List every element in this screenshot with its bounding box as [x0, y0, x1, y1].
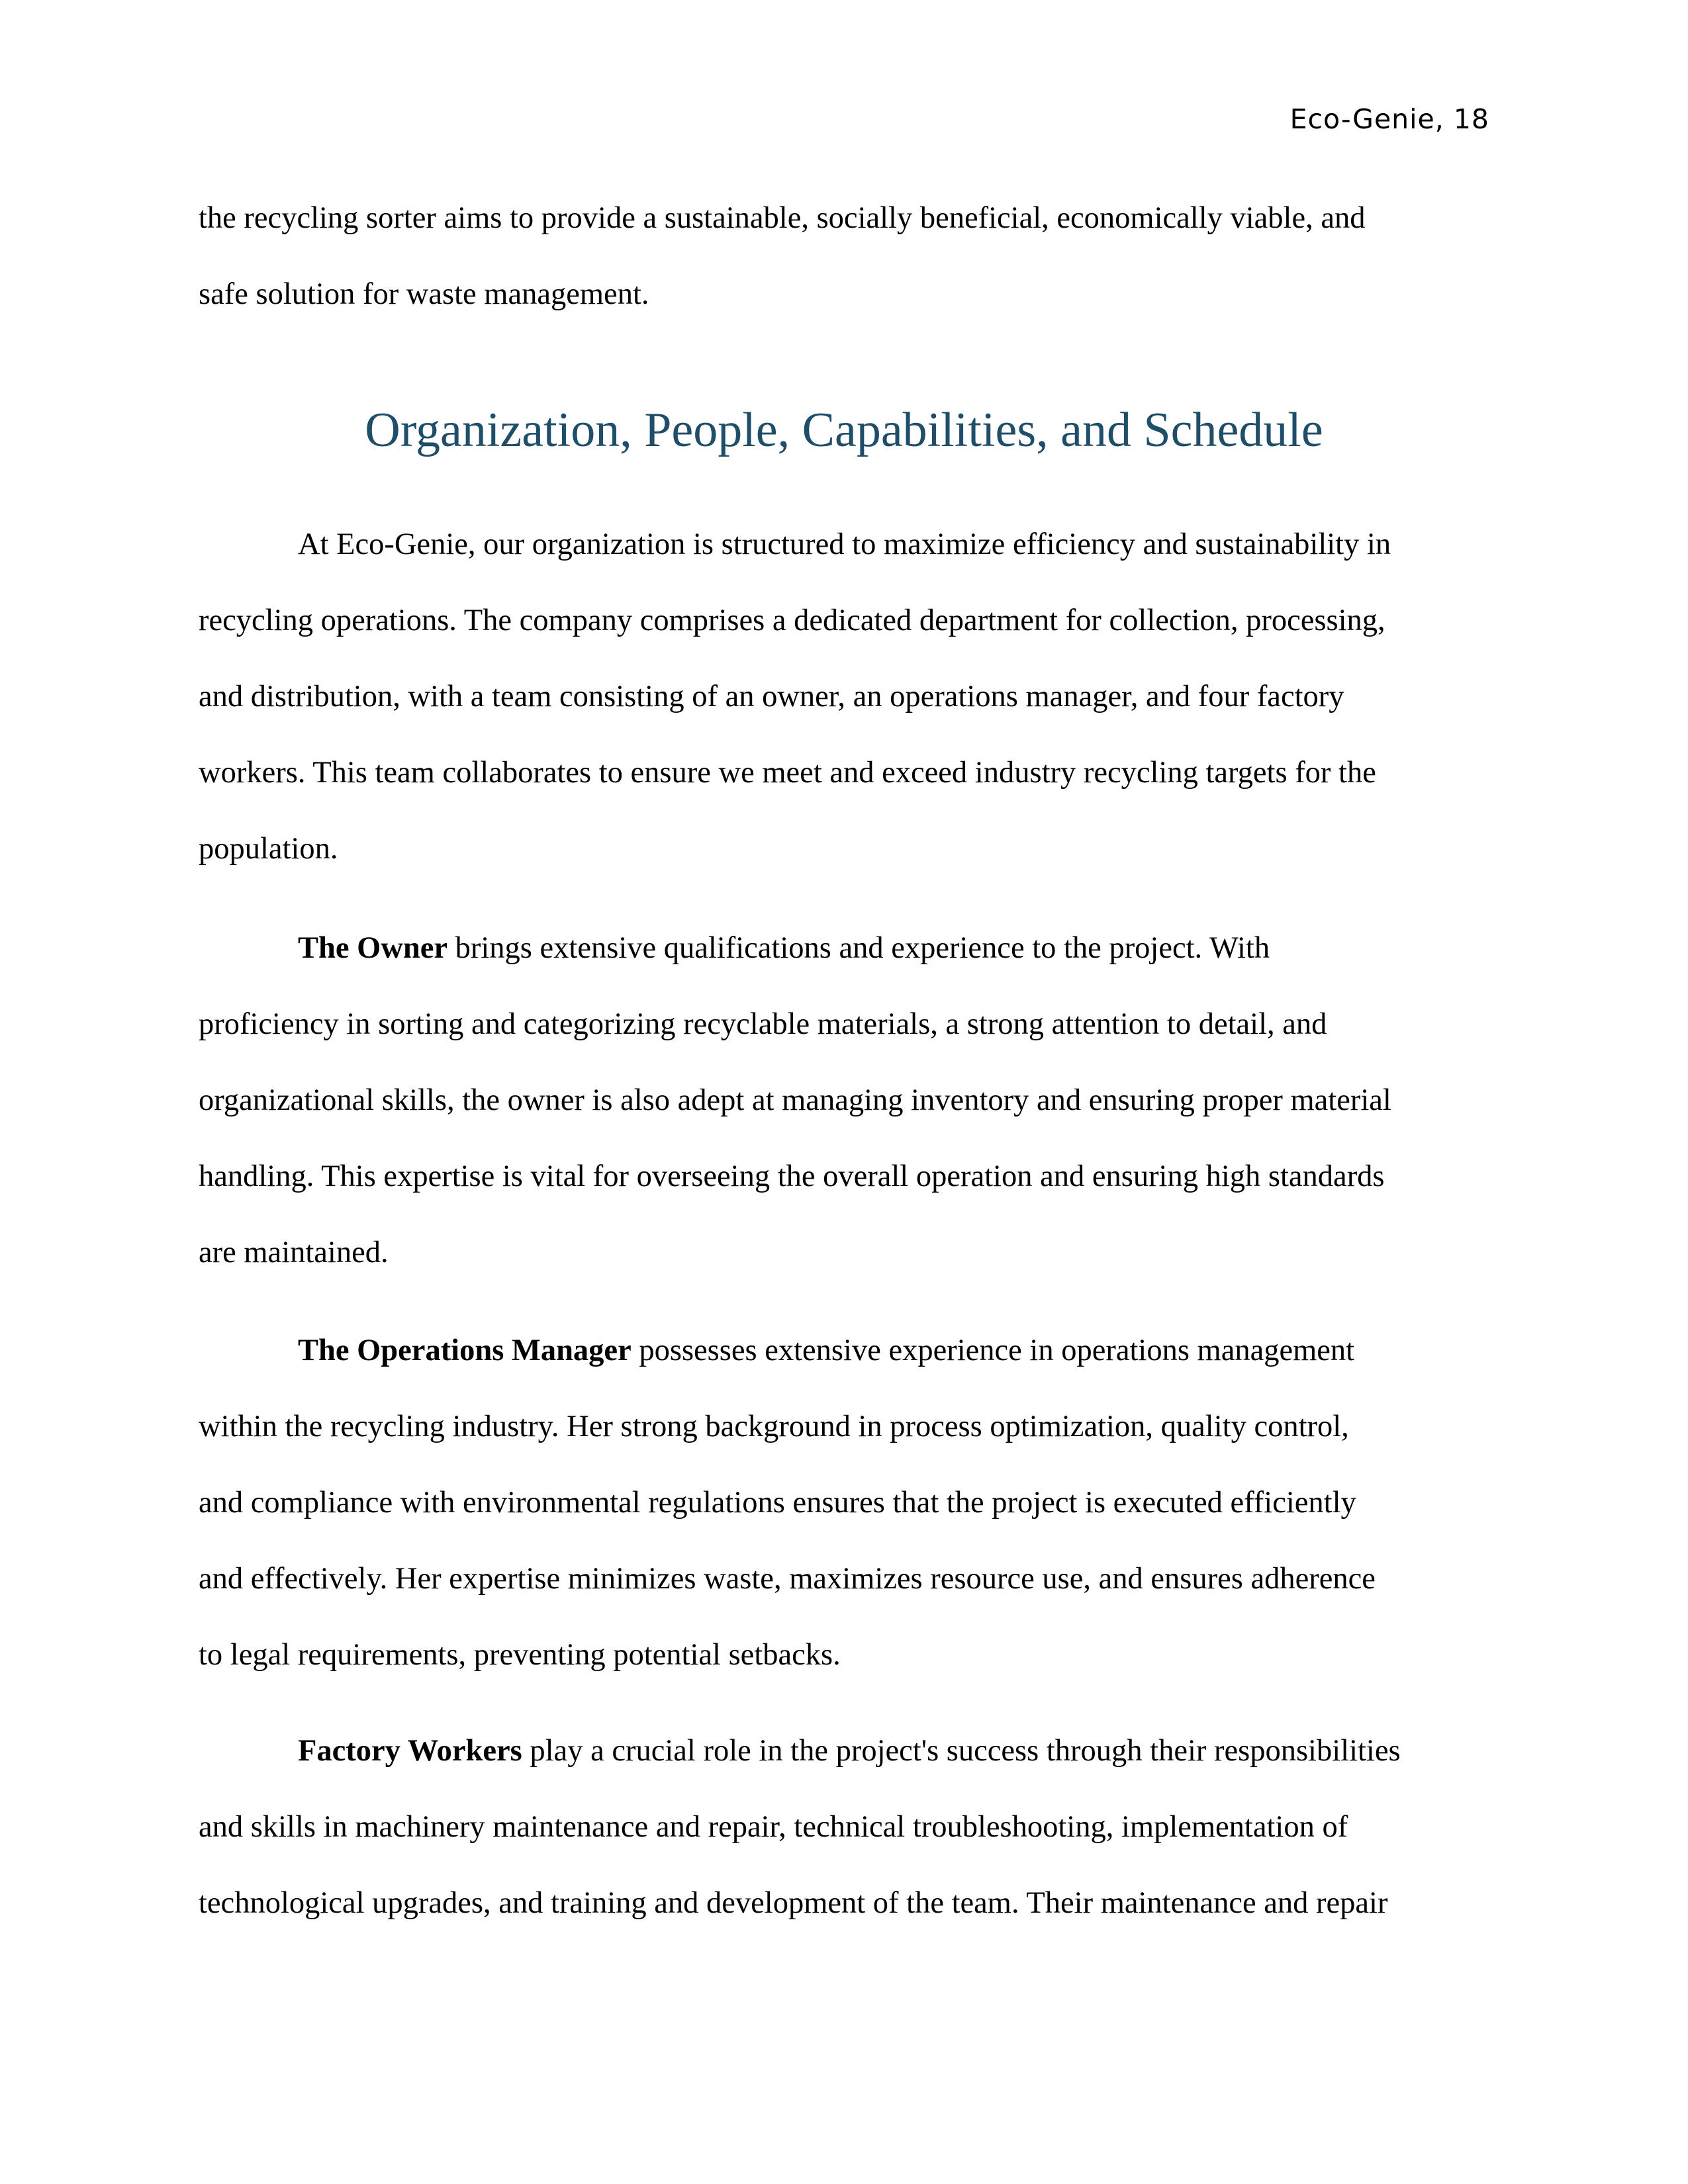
text-line: and compliance with environmental regulations ensures that the project is executed efficiently — [199, 1486, 1356, 1520]
operations-manager-lead-term: The Operations Manager — [298, 1334, 632, 1367]
factory-workers-paragraph — [199, 1713, 1489, 1941]
organization-paragraph — [199, 506, 1489, 887]
text-line: and distribution, with a team consisting of an owner, an operations manager, and four factory — [199, 680, 1344, 713]
text-line: within the recycling industry. Her strong background in process optimization, quality control, — [199, 1410, 1349, 1443]
owner-lead-term: The Owner — [298, 931, 448, 965]
text-run: possesses extensive experience in operations management — [631, 1334, 1355, 1367]
owner-paragraph — [199, 910, 1489, 1291]
text-run: brings extensive qualifications and experience to the project. With — [447, 931, 1270, 965]
text-line: and skills in machinery maintenance and repair, technical troubleshooting, implementation of — [199, 1810, 1348, 1844]
running-head: Eco-Genie, 18 — [1289, 103, 1489, 135]
text-line: organizational skills, the owner is also adept at managing inventory and ensuring proper material — [199, 1083, 1391, 1117]
text-line: the recycling sorter aims to provide a sustainable, socially beneficial, economically viable, and — [199, 201, 1366, 235]
text-line: proficiency in sorting and categorizing recyclable materials, a strong attention to detail, and — [199, 1007, 1327, 1041]
text-line: are maintained. — [199, 1236, 389, 1269]
text-line: population. — [199, 832, 338, 866]
section-heading: Organization, People, Capabilities, and Schedule — [365, 403, 1323, 457]
text-line: to legal requirements, preventing potential setbacks. — [199, 1638, 841, 1672]
text-line: safe solution for waste management. — [199, 277, 649, 311]
continuation-paragraph — [199, 180, 1489, 332]
text-line: and effectively. Her expertise minimizes waste, maximizes resource use, and ensures adherence — [199, 1562, 1376, 1596]
operations-manager-paragraph — [199, 1312, 1489, 1693]
text-line: recycling operations. The company comprises a dedicated department for collection, processing, — [199, 604, 1385, 637]
text-line: technological upgrades, and training and development of the team. Their maintenance and repair — [199, 1886, 1388, 1920]
text-line — [199, 1312, 1489, 1388]
text-line: handling. This expertise is vital for overseeing the overall operation and ensuring high standards — [199, 1160, 1385, 1193]
text-line: workers. This team collaborates to ensure we meet and exceed industry recycling targets for the — [199, 756, 1376, 790]
text-line — [199, 1713, 1489, 1789]
text-line: At Eco-Genie, our organization is structured to maximize efficiency and sustainability in — [298, 527, 1391, 561]
factory-workers-lead-term: Factory Workers — [298, 1734, 522, 1768]
text-run: play a crucial role in the project's success through their responsibilities — [522, 1734, 1401, 1768]
text-line — [199, 910, 1489, 986]
